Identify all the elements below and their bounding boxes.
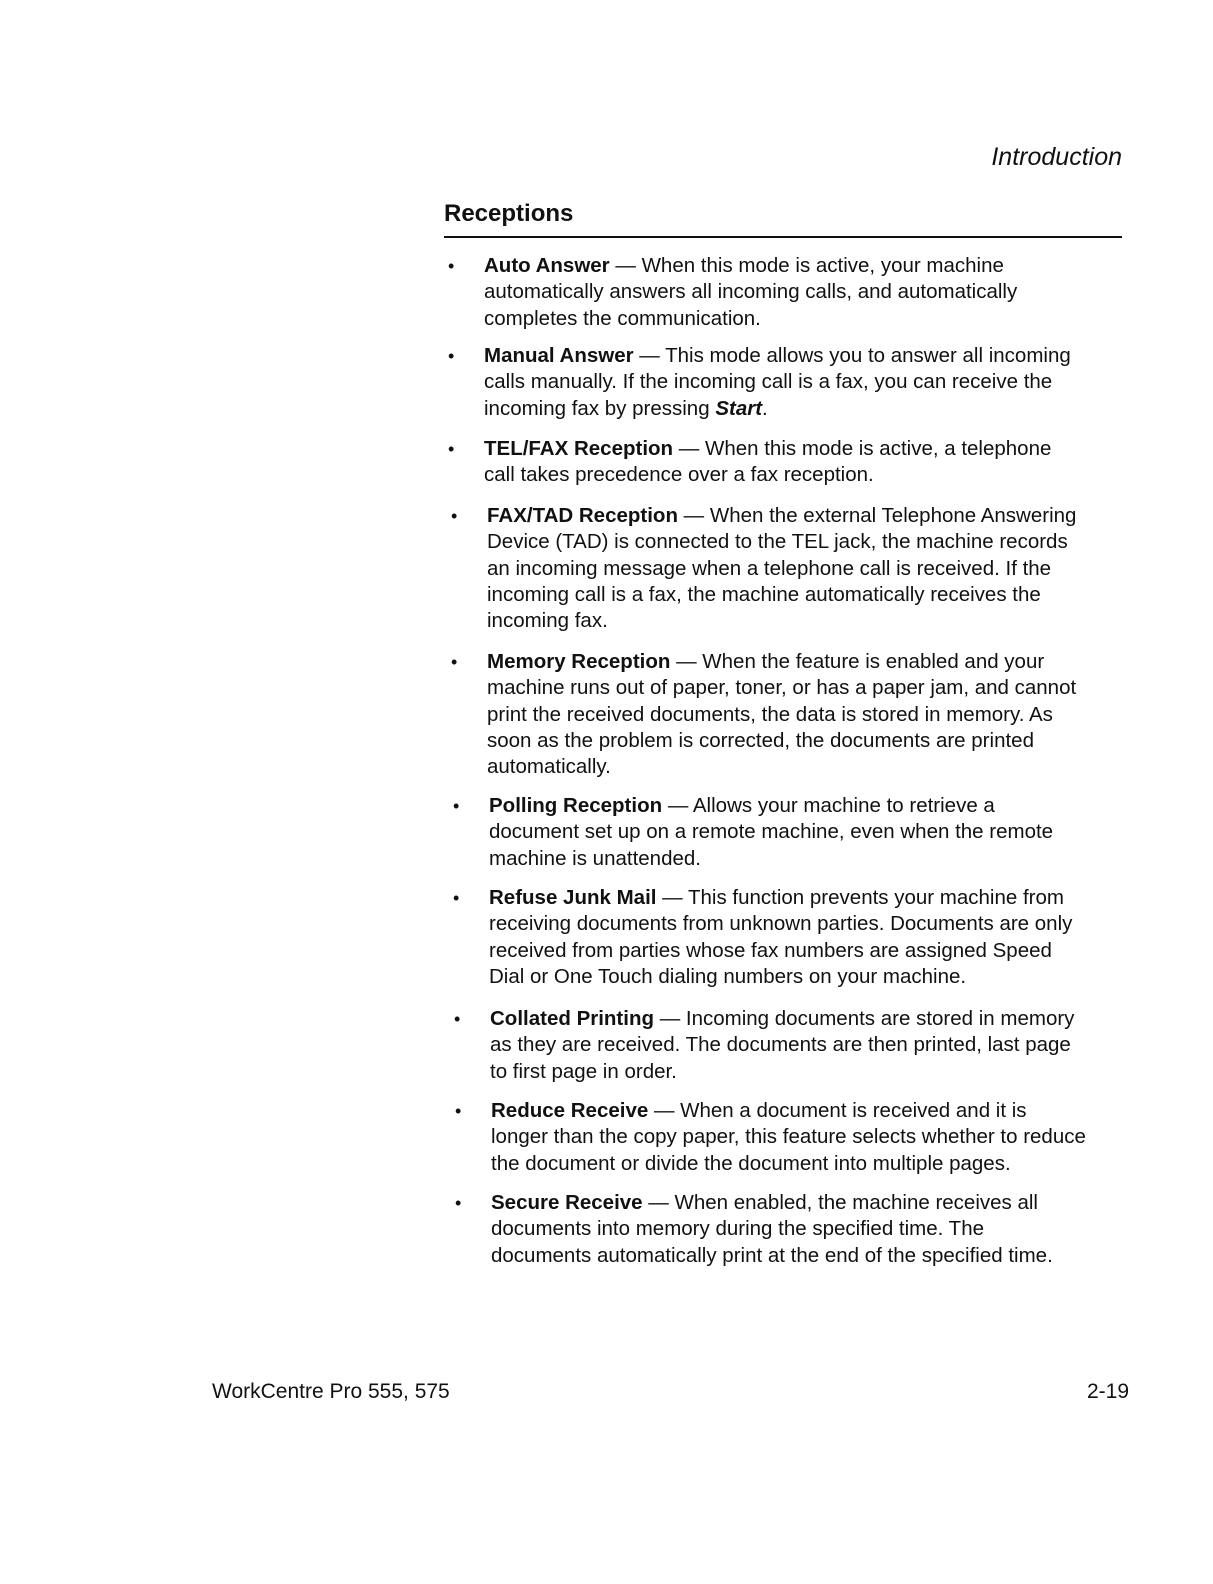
item-line <box>484 462 1144 488</box>
item-line <box>491 1124 1151 1150</box>
item-term: Polling Reception <box>489 794 663 817</box>
item-line <box>484 306 1144 332</box>
item-text: — When the feature is enabled and your <box>670 650 1045 673</box>
item-term: Refuse Junk Mail <box>489 886 657 909</box>
list-item <box>454 1006 1150 1085</box>
item-text: machine is unattended. <box>489 846 701 870</box>
item-line <box>487 582 1147 608</box>
page-title: Receptions <box>444 200 574 227</box>
item-text: completes the communication. <box>484 306 761 330</box>
item-term: TEL/FAX Reception <box>484 437 674 460</box>
bullet-icon: • <box>453 796 460 816</box>
item-line <box>484 436 1144 462</box>
list-item <box>453 793 1149 872</box>
list-item <box>455 1190 1151 1269</box>
list-item <box>448 343 1144 422</box>
item-text: automatically. <box>487 755 611 779</box>
item-line <box>489 911 1149 937</box>
item-text: soon as the problem is corrected, the documents are printed <box>487 728 1034 752</box>
item-text: — Allows your machine to retrieve a <box>662 794 995 817</box>
item-line <box>484 369 1144 395</box>
list-item <box>448 253 1144 332</box>
item-text: — When the external Telephone Answering <box>677 504 1077 527</box>
item-text: — When enabled, the machine receives all <box>642 1191 1038 1214</box>
item-term: Manual Answer <box>484 344 634 367</box>
item-line <box>487 529 1147 555</box>
item-text: — Incoming documents are stored in memory <box>654 1007 1075 1030</box>
item-term: Secure Receive <box>491 1191 643 1214</box>
item-line <box>487 503 1147 529</box>
emphasis-term: Start <box>715 396 763 420</box>
item-line <box>487 649 1147 675</box>
item-text: document set up on a remote machine, even when the remote <box>489 820 1054 844</box>
item-text: longer than the copy paper, this feature selects whether to reduce <box>491 1125 1086 1149</box>
item-line <box>489 938 1149 964</box>
item-line <box>489 846 1149 872</box>
item-text: calls manually. If the incoming call is a fax, you can receive the <box>484 370 1053 394</box>
item-text: incoming fax. <box>487 609 608 633</box>
item-line <box>491 1151 1151 1177</box>
item-line <box>491 1190 1151 1216</box>
footer-product: WorkCentre Pro 555, 575 <box>212 1380 450 1403</box>
item-line <box>489 964 1149 990</box>
list-item <box>451 503 1147 634</box>
item-text: — When a document is received and it is <box>648 1099 1027 1122</box>
item-text: received from parties whose fax numbers are assigned Speed <box>489 938 1052 962</box>
item-line <box>490 1006 1150 1032</box>
item-text: call takes precedence over a fax reception. <box>484 463 874 487</box>
item-text: — This function prevents your machine from <box>656 886 1064 909</box>
list-item <box>448 436 1144 489</box>
item-text: an incoming message when a telephone call is received. If the <box>487 556 1052 580</box>
item-text: Dial or One Touch dialing numbers on your machine. <box>489 964 967 988</box>
bullet-icon: • <box>448 439 455 459</box>
item-term: Reduce Receive <box>491 1099 649 1122</box>
section-header: Introduction <box>991 143 1122 171</box>
item-line <box>490 1059 1150 1085</box>
item-term: FAX/TAD Reception <box>487 504 678 527</box>
item-text: receiving documents from unknown parties. Documents are only <box>489 912 1073 936</box>
item-text: documents into memory during the specified time. The <box>491 1217 985 1241</box>
item-text: — When this mode is active, your machine <box>609 254 1004 277</box>
bullet-icon: • <box>451 506 458 526</box>
item-text: to first page in order. <box>490 1059 677 1083</box>
item-line <box>487 675 1147 701</box>
item-line <box>489 793 1149 819</box>
bullet-icon: • <box>451 652 458 672</box>
item-text: automatically answers all incoming calls, and automatically <box>484 280 1018 304</box>
item-line <box>487 702 1147 728</box>
item-line <box>489 885 1149 911</box>
item-text: . <box>762 396 768 420</box>
item-text: — When this mode is active, a telephone <box>673 437 1052 460</box>
item-line <box>487 754 1147 780</box>
bullet-icon: • <box>454 1009 461 1029</box>
item-line <box>484 253 1144 279</box>
bullet-icon: • <box>448 256 455 276</box>
item-text: machine runs out of paper, toner, or has a paper jam, and cannot <box>487 676 1077 700</box>
list-item <box>451 649 1147 780</box>
item-term: Collated Printing <box>490 1007 654 1030</box>
item-term: Auto Answer <box>484 254 610 277</box>
list-item <box>453 885 1149 990</box>
item-text: — This mode allows you to answer all incoming <box>633 344 1071 367</box>
item-line <box>484 279 1144 305</box>
item-line <box>487 556 1147 582</box>
bullet-icon: • <box>455 1193 462 1213</box>
list-item <box>455 1098 1151 1177</box>
footer-page-number: 2-19 <box>1086 1380 1129 1403</box>
bullet-icon: • <box>453 888 460 908</box>
item-line <box>491 1216 1151 1242</box>
item-text: print the received documents, the data is stored in memory. As <box>487 702 1053 726</box>
item-text: incoming fax by pressing <box>484 396 716 420</box>
item-text: Device (TAD) is connected to the TEL jack, the machine records <box>487 530 1068 554</box>
item-line <box>487 608 1147 634</box>
item-text: documents automatically print at the end of the specified time. <box>491 1243 1053 1267</box>
item-line <box>484 343 1144 369</box>
item-term: Memory Reception <box>487 650 671 673</box>
item-line <box>491 1098 1151 1124</box>
bullet-icon: • <box>455 1101 462 1121</box>
item-text: the document or divide the document into multiple pages. <box>491 1151 1011 1175</box>
title-rule <box>444 236 1122 238</box>
bullet-icon: • <box>448 346 455 366</box>
item-line <box>487 728 1147 754</box>
item-line <box>491 1243 1151 1269</box>
item-line <box>490 1032 1150 1058</box>
item-line <box>489 819 1149 845</box>
item-text: as they are received. The documents are then printed, last page <box>490 1033 1071 1057</box>
item-line <box>484 396 1144 422</box>
item-text: incoming call is a fax, the machine automatically receives the <box>487 582 1041 606</box>
